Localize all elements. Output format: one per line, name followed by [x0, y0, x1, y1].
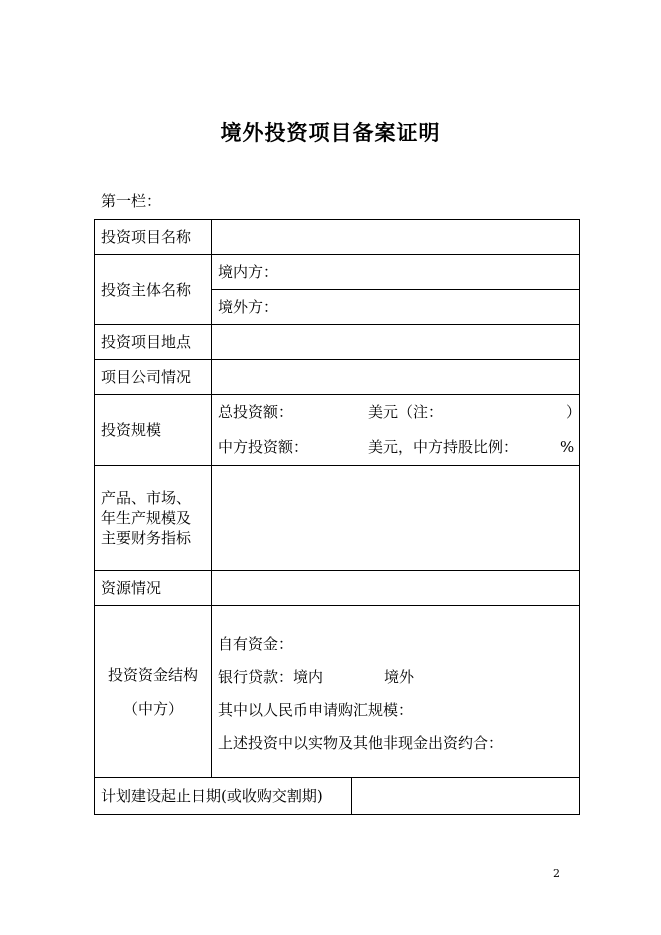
- schedule-row: [95, 778, 580, 815]
- usd-note-label: 美元（注：: [368, 403, 444, 421]
- scale-label: 投资规模: [95, 395, 212, 466]
- project-name-field[interactable]: [212, 220, 580, 255]
- total-investment-row: [218, 395, 582, 430]
- chinese-investment-row: [218, 430, 573, 465]
- rmb-forex-label: 其中以人民币申请购汇规模：: [218, 700, 414, 719]
- usd-share-label: 美元，中方持股比例：: [368, 438, 519, 456]
- domestic-party-label: 境内方：: [218, 263, 279, 281]
- bank-loan-row: [218, 662, 573, 692]
- fund-structure-label: [95, 606, 212, 778]
- schedule-split: [95, 778, 579, 814]
- schedule-label: 计划建设起止日期(或收购交割期): [95, 778, 352, 814]
- foreign-party-label: 境外方：: [218, 298, 279, 316]
- close-paren: ）: [566, 403, 582, 421]
- resources-label: 资源情况: [95, 571, 212, 606]
- page-number: 2: [553, 867, 560, 880]
- total-investment-label: 总投资额：: [218, 403, 294, 421]
- rmb-forex-row: [218, 695, 573, 725]
- project-company-label: 项目公司情况: [95, 360, 212, 395]
- project-location-field[interactable]: [212, 325, 580, 360]
- document-title: 境外投资项目备案证明: [220, 121, 441, 145]
- fund-structure-label-line2: （中方）: [122, 699, 183, 718]
- overseas-label: 境外: [384, 667, 415, 686]
- project-name-label: 投资项目名称: [95, 220, 212, 255]
- products-label: [95, 466, 212, 571]
- bank-loan-label: 银行贷款：境内: [218, 667, 324, 686]
- project-location-label: 投资项目地点: [95, 325, 212, 360]
- schedule-field[interactable]: [352, 778, 579, 814]
- foreign-party-field[interactable]: [212, 290, 580, 325]
- investor-name-label: 投资主体名称: [95, 255, 212, 325]
- percent-sign: %: [560, 438, 575, 456]
- resources-field[interactable]: [212, 571, 580, 606]
- products-field[interactable]: [212, 466, 580, 571]
- scale-field[interactable]: [212, 395, 580, 466]
- chinese-investment-label: 中方投资额：: [218, 438, 309, 456]
- in-kind-label: 上述投资中以实物及其他非现金出资约合：: [218, 733, 504, 752]
- products-label-line1: 产品、市场、: [101, 489, 192, 507]
- in-kind-row: [218, 728, 573, 758]
- project-company-field[interactable]: [212, 360, 580, 395]
- filing-form-table: [94, 219, 580, 815]
- own-funds-label: 自有资金：: [218, 634, 294, 653]
- products-label-line3: 主要财务指标: [101, 529, 192, 547]
- fund-structure-label-line1: 投资资金结构: [107, 665, 198, 684]
- fund-structure-field[interactable]: [212, 606, 580, 778]
- domestic-party-field[interactable]: [212, 255, 580, 290]
- products-label-line2: 年生产规模及: [101, 509, 192, 527]
- own-funds-row: [218, 629, 573, 659]
- section-label: 第一栏：: [101, 192, 162, 210]
